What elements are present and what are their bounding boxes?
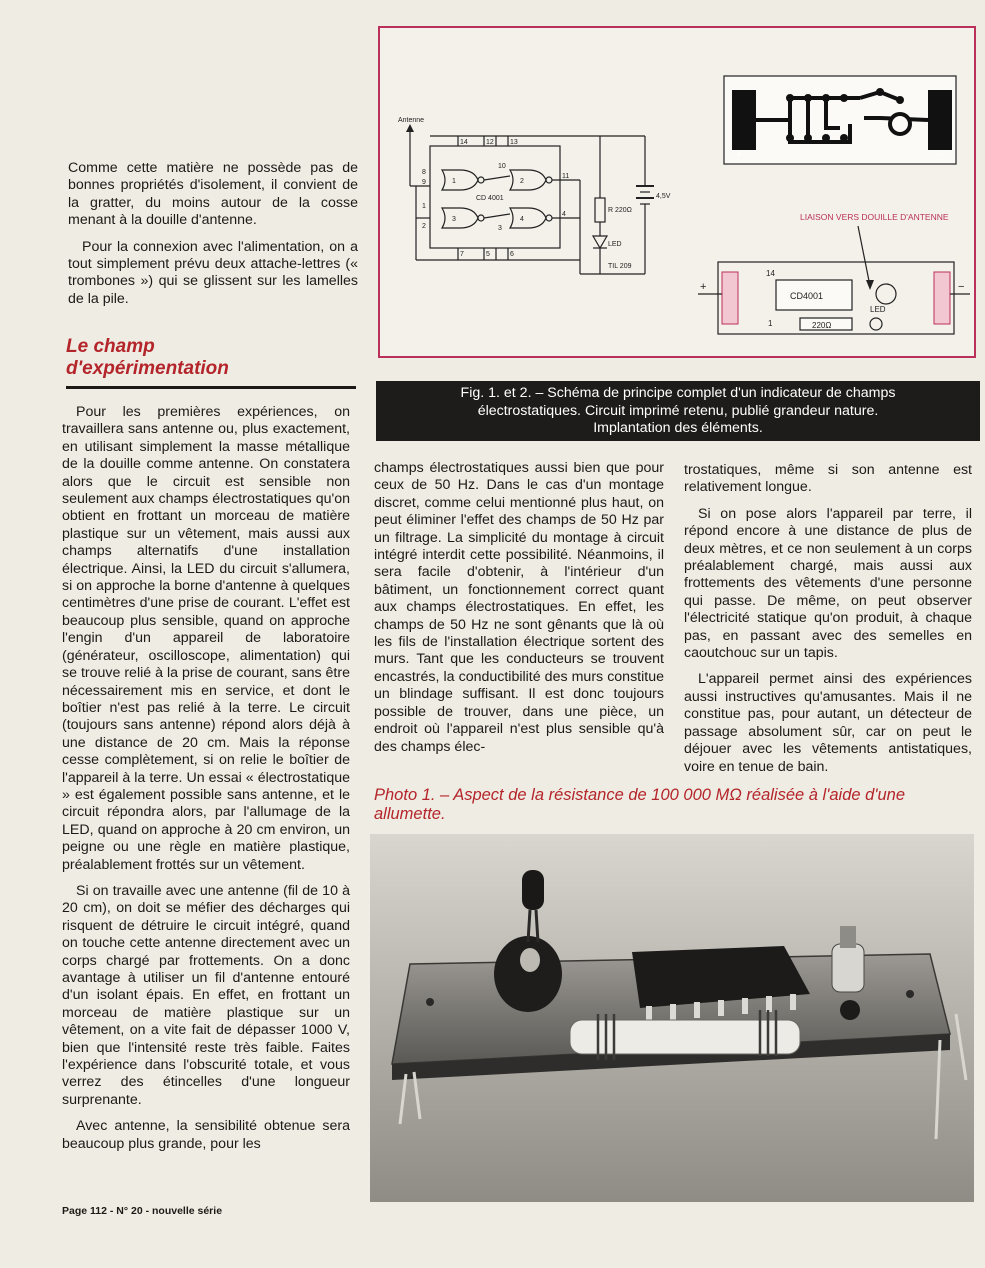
pin-4-label: 4 <box>562 211 566 218</box>
pin-9-label: 9 <box>422 179 426 186</box>
layout-ic-label: CD4001 <box>790 291 824 301</box>
column-1-paragraph-1: Pour les premières expériences, on travaillera sans antenne ou, plus exactement, en utilisant simplement la masse métallique de la douille comme antenne. On constatera alors que le circuit est sensible non seulement aux champs électrostatiques qu'on obtient en frottant un morceau de matière plastique sur un vêtement, mais aussi aux champs alternatifs d'une installation électrique. Ainsi, la LED du circuit s'allumera, si on approche la borne d'antenne à quelques centimètres d'une prise de courant. L'effet est beaucoup plus sensible, quand on approche l'engin d'un appareil de laboratoire (générateur, oscilloscope, alimentation) qui se trouve relié à la prise de courant, sans être nécessairement mis en service, et dont le boîtier n'est pas relié à la terre. Le circuit (toujours sans antenne) répond alors déjà à une distance de 20 cm. Mais la réponse cesse complètement, si on relie le boîtier de l'appareil à la terre. Un essai « électrostatique » est également possible sans antenne, et le circuit répondra alors, par l'allumage de la LED, quand on approche à 20 cm environ, un peigne ou une règle en matière plastique, préalablement frottés sur un vêtement. <box>62 404 350 873</box>
pin-11-label: 11 <box>562 173 570 180</box>
gate-1-label: 1 <box>452 178 456 185</box>
gate-4-label: 4 <box>520 216 524 223</box>
section-rule <box>66 386 356 389</box>
layout-minus-label: − <box>958 281 965 293</box>
led-label: LED <box>608 241 622 248</box>
figure-diagrams <box>380 28 974 356</box>
column-1-paragraph-2: Si on travaille avec une antenne (fil de 10 à 20 cm), on doit se méfier des décharges qui risquent de détruire le circuit intégré, quand on touche cette antenne directement avec un corps chargé par frottements. On a donc avantage à utiliser un fil d'antenne entouré d'un isolant épais. En effet, en frottant un morceau de matière plastique sur un vêtement, on a vite fait de dépasser 1000 V, bien que l'intensité reste très faible. Faites l'expérience dans l'obscurité totale, et vous verrez des étincelles d'une longueur surprenante. <box>62 882 350 1108</box>
pin-12-label: 12 <box>486 139 494 146</box>
ic-label: CD 4001 <box>476 195 504 202</box>
column-2-paragraph-1: champs électrostatiques aussi bien que pour ceux de 50 Hz. Dans le cas d'un montage discret, comme celui mentionné plus haut, on peut éliminer l'effet des champs de 50 Hz par un filtrage. La simplicité du montage à circuit intégré interdit cette possibilité. Néanmoins, il sera facile d'obtenir, à l'intérieur d'un bâtiment, un fonctionnement correct quant aux champs électrostatiques. En effet, les champs de 50 Hz ne sont gênants que là où les fils de l'installation électrique sortent des murs. Tant que les conducteurs se trouvent encastrés, la conductibilité des murs constitue un blindage suffisant. Il est donc toujours possible de trouver, dans une pièce, un endroit où l'appareil n'est plus sensible qu'à des champs élec- <box>374 460 664 755</box>
pin-14-label: 14 <box>460 139 468 146</box>
pcb-plus-label: + <box>736 150 742 161</box>
section-heading-line-1: Le champ <box>66 336 155 357</box>
section-heading-line-2: d'expérimentation <box>66 358 229 379</box>
photo-caption: Photo 1. – Aspect de la résistance de 100 000 MΩ réalisée à l'aide d'une allumette. <box>374 786 905 823</box>
layout-plus-label: + <box>700 281 707 293</box>
schematic <box>406 124 654 274</box>
column-3-paragraph-2: Si on pose alors l'appareil par terre, il répond encore à une distance de plus de deux mètres, et ce non seulement à un corps préalablement chargé, mais aussi aux frottements des vêtements d'une personne qui passe. De même, on peut observer l'électricité statique qu'on produit, à chaque pas, en passant avec des semelles en caoutchouc sur un tapis. <box>684 505 972 662</box>
pcb-minus-label: − <box>938 150 944 161</box>
component-layout <box>698 212 970 334</box>
column-3 <box>684 462 972 785</box>
pin-10-label: 10 <box>498 163 506 170</box>
pin-13-label: 13 <box>510 139 518 146</box>
resistor-label: R 220Ω <box>608 207 632 214</box>
intro-text <box>68 160 358 317</box>
led-part-label: TIL 209 <box>608 263 632 270</box>
pin-1-label: 1 <box>422 203 426 210</box>
section-heading <box>66 336 356 380</box>
pin-5-label: 5 <box>486 251 490 258</box>
column-2 <box>374 460 664 765</box>
pin-8-label: 8 <box>422 169 426 176</box>
figure-box <box>378 26 976 358</box>
layout-pin1-label: 1 <box>768 319 773 328</box>
layout-resistor-label: 220Ω <box>812 321 832 330</box>
figure-caption-line-3: Implantation des éléments. <box>593 420 763 436</box>
intro-paragraph-2: Pour la connexion avec l'alimentation, on a tout simplement prévu deux attache-lettres (« trombones ») qui se glissent sur les lamelles de la pile. <box>68 238 358 307</box>
antenna-label: Antenne <box>398 117 425 124</box>
page-footer: Page 112 - N° 20 - nouvelle série <box>62 1205 223 1217</box>
layout-link-label: LIAISON VERS DOUILLE D'ANTENNE <box>800 212 949 222</box>
column-1-paragraph-3: Avec antenne, la sensibilité obtenue sera beaucoup plus grande, pour les <box>62 1118 350 1152</box>
gate-2-label: 2 <box>520 178 524 185</box>
pcb-artwork <box>724 76 956 164</box>
figure-caption <box>376 381 980 441</box>
schematic-labels <box>398 117 671 270</box>
figure-caption-line-2: électrostatiques. Circuit imprimé retenu, publié grandeur nature. <box>477 402 879 419</box>
pin-3-label: 3 <box>498 225 502 232</box>
layout-pin14-label: 14 <box>766 269 775 278</box>
pin-2-label: 2 <box>422 223 426 230</box>
circuit-photo <box>370 834 974 1202</box>
pin-6-label: 6 <box>510 251 514 258</box>
column-3-paragraph-3: L'appareil permet ainsi des expériences aussi instructives qu'amusantes. Mais il ne constitue pas, pour autant, un détecteur de passage absolument sûr, car on peut le déjouer avec les vêtements antistatiques, voire en tenue de bain. <box>684 671 972 775</box>
column-3-paragraph-1: trostatiques, même si son antenne est relativement longue. <box>684 462 972 496</box>
column-1 <box>62 404 350 1162</box>
layout-led-label: LED <box>870 305 886 314</box>
pin-7-label: 7 <box>460 251 464 258</box>
intro-paragraph-1: Comme cette matière ne possède pas de bonnes propriétés d'isolement, il convient de la gratter, du moins autour de la cosse menant à la douille d'antenne. <box>68 160 358 229</box>
battery-label: 4,5V <box>656 193 671 200</box>
gate-3-label: 3 <box>452 216 456 223</box>
figure-caption-line-1: Fig. 1. et 2. – Schéma de principe complet d'un indicateur de champs <box>460 385 896 401</box>
